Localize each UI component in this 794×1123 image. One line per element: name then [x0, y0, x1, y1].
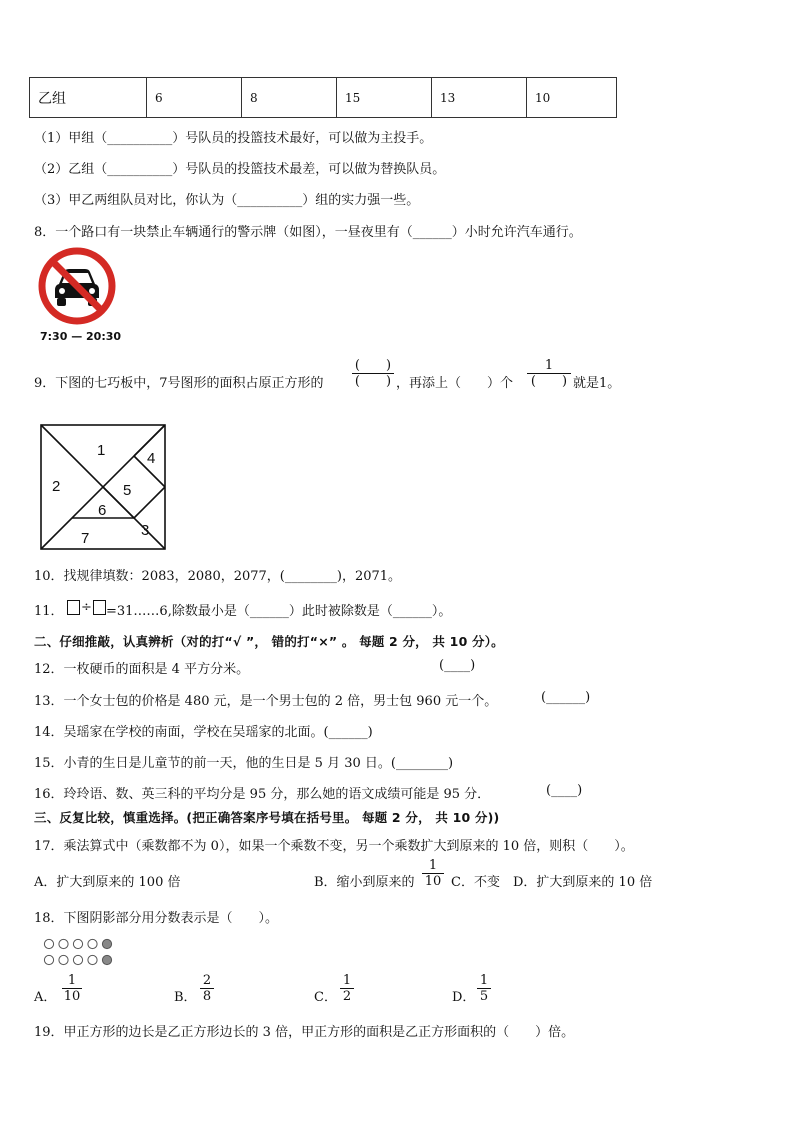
no-vehicle-sign-icon [37, 246, 117, 326]
empty-circle [44, 939, 53, 948]
q18-option-a-label: A． [34, 990, 57, 1005]
q18-option-d-fraction [477, 973, 491, 1004]
q17-option-a: A．扩大到原来的 100 倍 [34, 875, 181, 890]
empty-circle [73, 955, 82, 964]
fraction-numerator: 1 [479, 973, 489, 988]
empty-circle [59, 939, 68, 948]
tangram-diagram [39, 423, 167, 551]
fraction-denominator: 8 [202, 989, 212, 1004]
q7-part1: （1）甲组（__________）号队员的投篮技术最好，可以做为主投手。 [34, 131, 433, 146]
question-15: 15．小青的生日是儿童节的前一天，他的生日是 5 月 30 日。(________) [34, 756, 454, 771]
question-9-text-c: 就是1。 [573, 376, 621, 391]
empty-circle [88, 955, 97, 964]
dividend-box [67, 600, 80, 615]
table-cell: 6 [147, 78, 242, 118]
fraction-numerator: 1 [342, 973, 352, 988]
q7-part3: （3）甲乙两组队员对比，你认为（__________）组的实力强一些。 [34, 193, 420, 208]
fraction-numerator: 1 [67, 973, 77, 988]
table-cell: 乙组 [30, 78, 147, 118]
tangram-label: 1 [97, 442, 106, 459]
shaded-circle [102, 955, 111, 964]
q18-option-b-label: B． [174, 990, 197, 1005]
tangram-label: 2 [52, 478, 61, 495]
tangram-label: 4 [147, 450, 156, 467]
empty-circle [44, 955, 53, 964]
table-cell: 8 [242, 78, 337, 118]
division-sign: ÷ [81, 600, 92, 615]
question-8: 8．一个路口有一块禁止车辆通行的警示牌（如图），一昼夜里有（______）小时允许汽车通行。 [34, 225, 582, 240]
shaded-circles-diagram [43, 938, 115, 968]
shaded-circle [102, 939, 111, 948]
question-16-blank: (____) [546, 783, 583, 798]
section-2-heading: 二、仔细推敲，认真辨析（对的打“√ ”， 错的打“×” 。 每题 2 分， 共 10 分）。 [34, 634, 504, 649]
tangram-label: 7 [81, 530, 90, 547]
q18-option-c-fraction [340, 973, 354, 1004]
empty-circle [73, 939, 82, 948]
question-18: 18．下图阴影部分用分数表示是（ ）。 [34, 911, 279, 926]
question-16: 16．玲玲语、数、英三科的平均分是 95 分，那么她的语文成绩可能是 95 分． [34, 787, 491, 802]
fraction-numerator: 1 [544, 358, 554, 373]
question-9-text-b: ，再添上（ ）个 [396, 376, 514, 391]
q17-option-d: D．扩大到原来的 10 倍 [513, 875, 653, 890]
sign-time-label: 7:30 — 20:30 [40, 330, 122, 343]
q17-option-b: B．缩小到原来的 [314, 875, 415, 890]
q9-fraction-blank [352, 358, 394, 389]
fraction-denominator: 10 [424, 874, 442, 889]
q17-option-c: C．不变 [451, 875, 500, 890]
question-13: 13．一个女士包的价格是 480 元，是一个男士包的 2 倍，男士包 960 元一个。 [34, 694, 498, 709]
empty-circle [59, 955, 68, 964]
question-19: 19．甲正方形的边长是乙正方形边长的 3 倍，甲正方形的面积是乙正方形面积的（ ）倍。 [34, 1025, 575, 1040]
q9-unit-fraction [527, 358, 571, 389]
table-cell: 13 [432, 78, 527, 118]
fraction-numerator: 1 [428, 858, 438, 873]
fraction-numerator: 2 [202, 973, 212, 988]
question-9-text-a: 9．下图的七巧板中，7号图形的面积占原正方形的 [34, 376, 324, 391]
q18-option-b-fraction [200, 973, 214, 1004]
q18-option-a-fraction [62, 973, 82, 1004]
q18-option-d-label: D． [452, 990, 476, 1005]
q18-option-c-label: C． [314, 990, 337, 1005]
divisor-box [93, 600, 106, 615]
question-11-label: 11． [34, 604, 64, 619]
question-11-text: =31……6,除数最小是（______）此时被除数是（______）。 [106, 604, 452, 619]
q17-b-fraction [422, 858, 444, 889]
score-table [29, 77, 617, 118]
fraction-denominator: 5 [479, 989, 489, 1004]
empty-circle [88, 939, 97, 948]
table-row [30, 78, 617, 118]
tangram-label: 3 [141, 522, 150, 539]
fraction-denominator: ( ) [354, 374, 392, 389]
fraction-denominator: 2 [342, 989, 352, 1004]
question-12-blank: (____) [439, 658, 476, 673]
section-3-heading: 三、反复比较，慎重选择。(把正确答案序号填在括号里。 每题 2 分， 共 10 分)) [34, 810, 500, 825]
question-14: 14．吴瑶家在学校的南面，学校在吴瑶家的北面。(______) [34, 725, 373, 740]
tangram-label: 6 [98, 502, 107, 519]
fraction-denominator: ( ) [530, 374, 568, 389]
fraction-denominator: 10 [63, 989, 81, 1004]
question-12: 12．一枚硬币的面积是 4 平方分米。 [34, 662, 250, 677]
table-cell: 10 [527, 78, 617, 118]
question-17: 17．乘法算式中（乘数都不为 0），如果一个乘数不变，另一个乘数扩大到原来的 10 倍，则积（ ）。 [34, 839, 634, 854]
question-10: 10．找规律填数：2083，2080，2077，(________)，2071。 [34, 569, 402, 584]
table-cell: 15 [337, 78, 432, 118]
q7-part2: （2）乙组（__________）号队员的投篮技术最差，可以做为替换队员。 [34, 162, 446, 177]
question-13-blank: (______) [541, 690, 591, 705]
tangram-label: 5 [123, 482, 132, 499]
fraction-numerator: ( ) [354, 358, 392, 373]
